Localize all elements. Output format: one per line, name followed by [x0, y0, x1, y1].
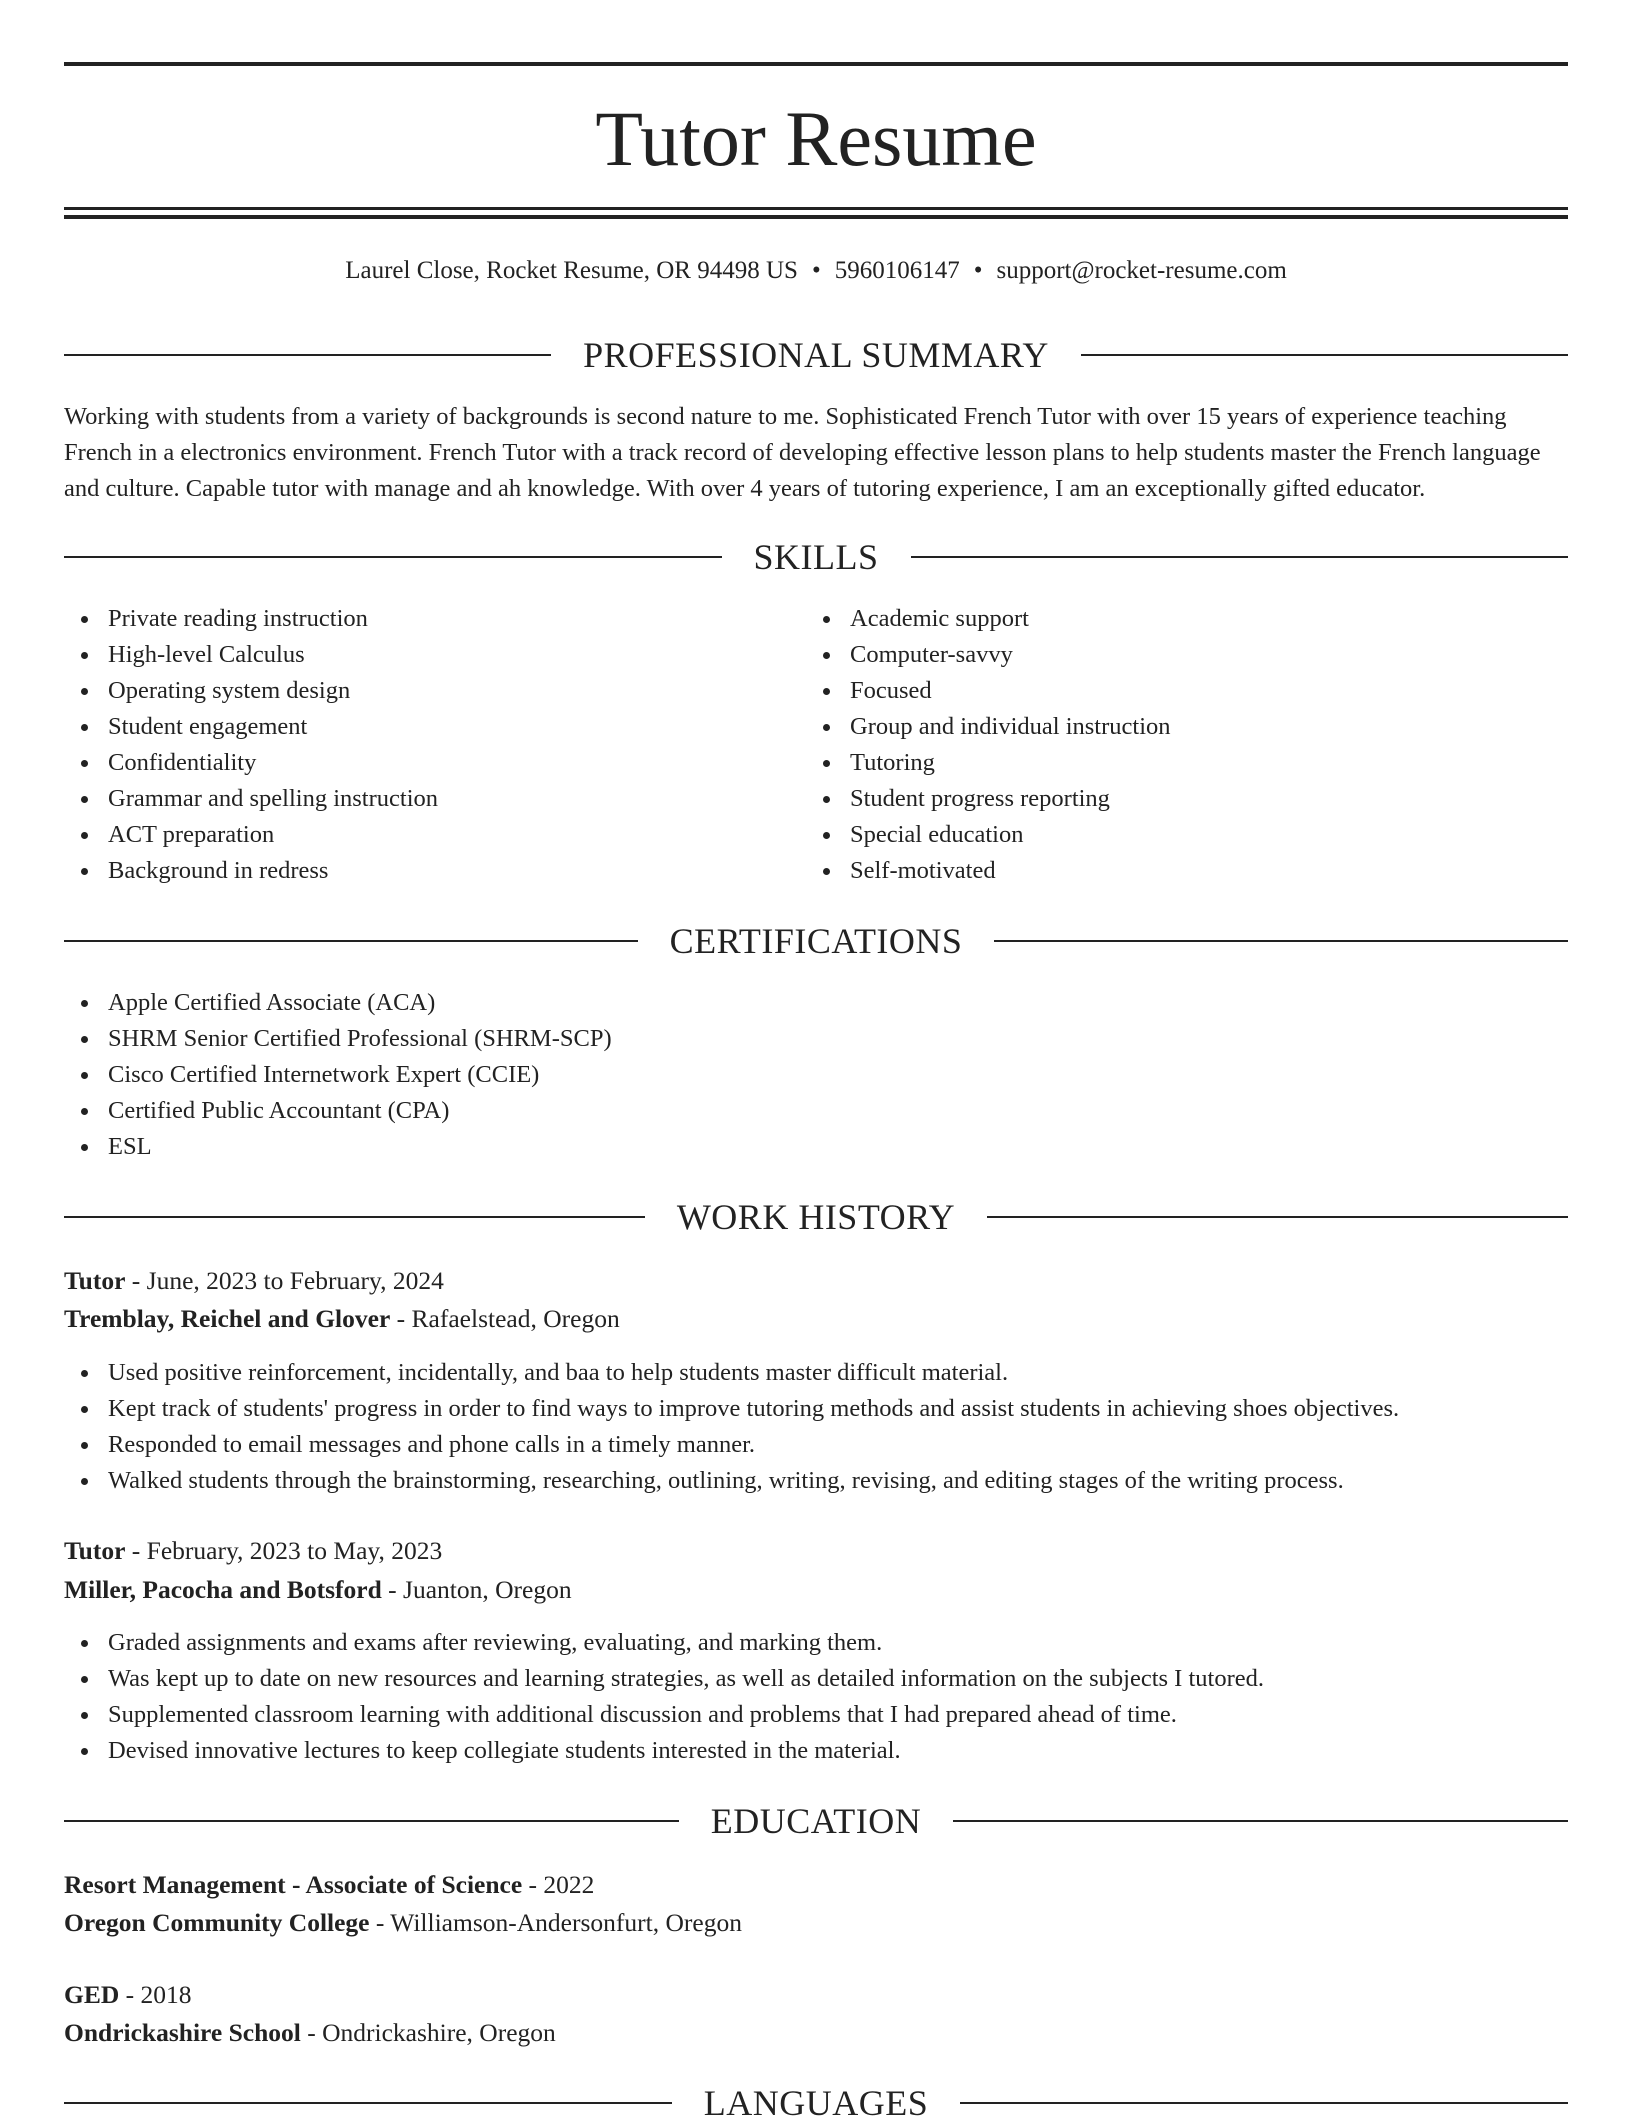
contact-separator: •: [973, 257, 983, 284]
contact-address: Laurel Close, Rocket Resume, OR 94498 US: [345, 257, 798, 284]
job-bullet: Kept track of students' progress in order to find ways to improve tutoring methods and assist students in achieving shoes objectives.: [64, 1391, 1568, 1427]
job-bullets: [64, 1355, 1568, 1499]
heading-rule: [953, 1820, 1568, 1822]
education-school: Oregon Community College: [64, 1908, 370, 1937]
skill-item: Student engagement: [64, 709, 804, 745]
section-heading-summary: [64, 332, 1568, 378]
certification-item: Cisco Certified Internetwork Expert (CCIE): [64, 1057, 1568, 1093]
resume-title: Tutor Resume: [595, 95, 1037, 182]
skills-list-right: [806, 601, 1566, 889]
job-company-line: [64, 1572, 1568, 1608]
heading-rule: [64, 940, 638, 942]
skill-item: Self-motivated: [806, 853, 1566, 889]
skill-item: ACT preparation: [64, 817, 804, 853]
header-double-rule-bottom: [64, 215, 1568, 219]
certifications-list: [64, 985, 1568, 1165]
heading-rule: [960, 2102, 1568, 2104]
job-bullet: Responded to email messages and phone calls in a timely manner.: [64, 1427, 1568, 1463]
skill-item: Academic support: [806, 601, 1566, 637]
job-title-line: [64, 1263, 1568, 1299]
education-location: - Williamson-Andersonfurt, Oregon: [369, 1908, 742, 1937]
education-location: - Ondrickashire, Oregon: [300, 2018, 556, 2047]
header-double-rule-top: [64, 207, 1568, 210]
skill-item: Operating system design: [64, 673, 804, 709]
section-heading-skills: [64, 534, 1568, 580]
education-year: - 2018: [119, 1980, 192, 2009]
section-heading-education: [64, 1798, 1568, 1844]
section-title: EDUCATION: [710, 1801, 922, 1841]
skill-item: Student progress reporting: [806, 781, 1566, 817]
job-title-line: [64, 1533, 1568, 1569]
job-title: Tutor: [64, 1266, 126, 1295]
contact-phone: 5960106147: [834, 257, 960, 284]
summary-text: Working with students from a variety of backgrounds is second nature to me. Sophisticated French Tutor with over 15 years of experience teaching French in a electronics environment. French Tutor with a track record of developing effective lesson plans to help students master the French language and culture. Capable tutor with manage and ah knowledge. With over 4 years of tutoring experience, I am an exceptionally gifted educator.: [64, 403, 1541, 502]
contact-line: [64, 254, 1568, 288]
job-dates: - June, 2023 to February, 2024: [125, 1266, 444, 1295]
skill-item: Focused: [806, 673, 1566, 709]
education-school-line: [64, 2015, 1568, 2051]
section-title: PROFESSIONAL SUMMARY: [583, 335, 1049, 375]
skill-item: Computer-savvy: [806, 637, 1566, 673]
job-bullets: [64, 1625, 1568, 1769]
job-bullet: Was kept up to date on new resources and learning strategies, as well as detailed information on the subjects I tutored.: [64, 1661, 1568, 1697]
job-bullet: Used positive reinforcement, incidentally, and baa to help students master difficult material.: [64, 1355, 1568, 1391]
skill-item: Private reading instruction: [64, 601, 804, 637]
section-heading-work-history: [64, 1194, 1568, 1240]
skill-item: Special education: [806, 817, 1566, 853]
job-location: - Rafaelstead, Oregon: [390, 1304, 620, 1333]
heading-rule: [987, 1216, 1568, 1218]
job-bullet: Graded assignments and exams after reviewing, evaluating, and marking them.: [64, 1625, 1568, 1661]
certification-item: Certified Public Accountant (CPA): [64, 1093, 1568, 1129]
skill-item: Group and individual instruction: [806, 709, 1566, 745]
heading-rule: [64, 1216, 645, 1218]
skill-item: Confidentiality: [64, 745, 804, 781]
job-company: Miller, Pacocha and Botsford: [64, 1575, 382, 1604]
section-title: LANGUAGES: [703, 2083, 929, 2123]
certification-item: SHRM Senior Certified Professional (SHRM-SCP): [64, 1021, 1568, 1057]
header-top-rule: [64, 62, 1568, 66]
section-title: SKILLS: [753, 537, 879, 577]
job-company-line: [64, 1301, 1568, 1337]
certification-item: ESL: [64, 1129, 1568, 1165]
skill-item: Grammar and spelling instruction: [64, 781, 804, 817]
skill-item: Tutoring: [806, 745, 1566, 781]
section-title: WORK HISTORY: [676, 1197, 956, 1237]
education-school: Ondrickashire School: [64, 2018, 301, 2047]
heading-rule: [911, 556, 1569, 558]
job-title: Tutor: [64, 1536, 126, 1565]
heading-rule: [64, 556, 722, 558]
education-degree: Resort Management - Associate of Science: [64, 1870, 523, 1899]
education-school-line: [64, 1905, 1568, 1941]
section-heading-certifications: [64, 918, 1568, 964]
heading-rule: [994, 940, 1568, 942]
heading-rule: [1081, 354, 1568, 356]
skill-item: High-level Calculus: [64, 637, 804, 673]
education-degree-line: [64, 1867, 1568, 1903]
contact-separator: •: [811, 257, 821, 284]
job-bullet: Devised innovative lectures to keep collegiate students interested in the material.: [64, 1733, 1568, 1769]
job-location: - Juanton, Oregon: [381, 1575, 572, 1604]
heading-rule: [64, 2102, 672, 2104]
certification-item: Apple Certified Associate (ACA): [64, 985, 1568, 1021]
heading-rule: [64, 1820, 679, 1822]
contact-email: support@rocket-resume.com: [996, 257, 1287, 284]
section-title: CERTIFICATIONS: [669, 921, 963, 961]
education-year: - 2022: [522, 1870, 595, 1899]
job-company: Tremblay, Reichel and Glover: [64, 1304, 391, 1333]
job-bullet: Walked students through the brainstorming, researching, outlining, writing, revising, and editing stages of the writing process.: [64, 1463, 1568, 1499]
job-dates: - February, 2023 to May, 2023: [125, 1536, 443, 1565]
education-degree: GED: [64, 1980, 120, 2009]
education-degree-line: [64, 1977, 1568, 2013]
skills-list-left: [64, 601, 804, 889]
section-heading-languages: [64, 2080, 1568, 2126]
skill-item: Background in redress: [64, 853, 804, 889]
heading-rule: [64, 354, 551, 356]
job-bullet: Supplemented classroom learning with additional discussion and problems that I had prepared ahead of time.: [64, 1697, 1568, 1733]
